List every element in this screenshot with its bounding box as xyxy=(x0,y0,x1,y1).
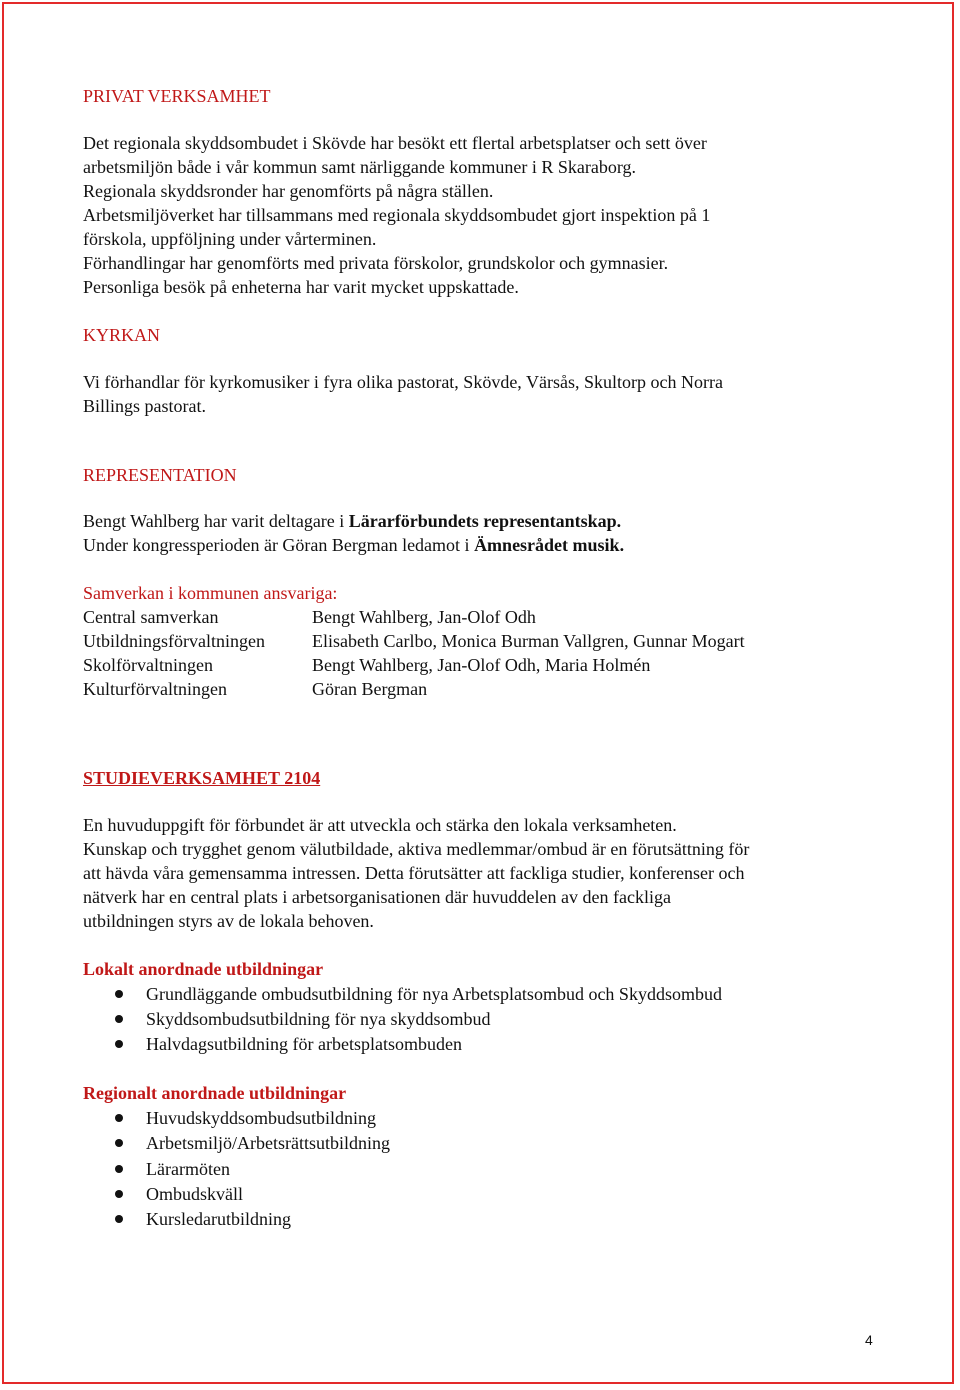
heading-samverkan: Samverkan i kommunen ansvariga: xyxy=(83,583,338,603)
list-item: Halvdagsutbildning för arbetsplatsombuden xyxy=(146,1034,462,1054)
representation-bold: Lärarförbundets representantskap. xyxy=(348,511,622,531)
heading-kyrkan: KYRKAN xyxy=(83,325,161,345)
privat-line: Det regionala skyddsombudet i Skövde har besökt ett flertal arbetsplatser och sett över xyxy=(83,133,707,153)
studie-line: En huvuduppgift för förbundet är att utveckla och stärka den lokala verksamheten. xyxy=(83,815,677,835)
kyrkan-line: Vi förhandlar för kyrkomusiker i fyra olika pastorat, Skövde, Värsås, Skultorp och Norra xyxy=(83,372,723,392)
representation-line-2 xyxy=(83,533,624,557)
privat-line: Arbetsmiljöverket har tillsammans med regionala skyddsombudet gjort inspektion på 1 xyxy=(83,205,711,225)
representation-text: Bengt Wahlberg har varit deltagare i xyxy=(83,511,349,531)
privat-line: förskola, uppföljning under vårterminen. xyxy=(83,229,377,249)
samverkan-role: Skolförvaltningen xyxy=(83,655,213,675)
samverkan-names: Göran Bergman xyxy=(312,679,428,699)
list-item: Lärarmöten xyxy=(146,1159,230,1179)
list-item: Kursledarutbildning xyxy=(146,1209,291,1229)
studie-line: att hävda våra gemensamma intressen. Detta förutsätter att fackliga studier, konferenser och xyxy=(83,863,745,883)
bullet-icon xyxy=(115,1139,123,1147)
page-number: 4 xyxy=(865,1332,873,1348)
studie-line: Kunskap och trygghet genom välutbildade, aktiva medlemmar/ombud är en förutsättning för xyxy=(83,839,750,859)
heading-privat: PRIVAT VERKSAMHET xyxy=(83,86,271,106)
bullet-icon xyxy=(115,1165,123,1173)
list-item: Huvudskyddsombudsutbildning xyxy=(146,1108,377,1128)
representation-line-1 xyxy=(83,509,621,533)
samverkan-role: Utbildningsförvaltningen xyxy=(83,631,265,651)
samverkan-role: Kulturförvaltningen xyxy=(83,679,227,699)
bullet-icon xyxy=(115,1190,123,1198)
privat-line: arbetsmiljön både i vår kommun samt närliggande kommuner i R Skaraborg. xyxy=(83,157,637,177)
heading-regionalt: Regionalt anordnade utbildningar xyxy=(83,1083,347,1103)
bullet-icon xyxy=(115,1215,123,1223)
kyrkan-line: Billings pastorat. xyxy=(83,396,206,416)
privat-line: Regionala skyddsronder har genomförts på några ställen. xyxy=(83,181,494,201)
heading-representation: REPRESENTATION xyxy=(83,465,237,485)
samverkan-names: Bengt Wahlberg, Jan-Olof Odh xyxy=(312,607,536,627)
bullet-icon xyxy=(115,1040,123,1048)
list-item: Arbetsmiljö/Arbetsrättsutbildning xyxy=(146,1133,390,1153)
samverkan-names: Bengt Wahlberg, Jan-Olof Odh, Maria Holmén xyxy=(312,655,651,675)
heading-lokalt: Lokalt anordnade utbildningar xyxy=(83,959,324,979)
bullet-icon xyxy=(115,1114,123,1122)
privat-line: Personliga besök på enheterna har varit mycket uppskattade. xyxy=(83,277,519,297)
list-item: Skyddsombudsutbildning för nya skyddsombud xyxy=(146,1009,491,1029)
studie-line: utbildningen styrs av de lokala behoven. xyxy=(83,911,374,931)
heading-studieverksamhet: STUDIEVERKSAMHET 2104 xyxy=(83,768,321,788)
representation-bold: Ämnesrådet musik. xyxy=(474,535,625,555)
representation-text: Under kongressperioden är Göran Bergman ledamot i xyxy=(83,535,475,555)
bullet-icon xyxy=(115,1015,123,1023)
studie-line: nätverk har en central plats i arbetsorganisationen där huvuddelen av den fackliga xyxy=(83,887,671,907)
samverkan-role: Central samverkan xyxy=(83,607,219,627)
privat-line: Förhandlingar har genomförts med privata förskolor, grundskolor och gymnasier. xyxy=(83,253,669,273)
list-item: Grundläggande ombudsutbildning för nya Arbetsplatsombud och Skyddsombud xyxy=(146,984,722,1004)
list-item: Ombudskväll xyxy=(146,1184,243,1204)
bullet-icon xyxy=(115,990,123,998)
samverkan-names: Elisabeth Carlbo, Monica Burman Vallgren, Gunnar Mogart xyxy=(312,631,745,651)
